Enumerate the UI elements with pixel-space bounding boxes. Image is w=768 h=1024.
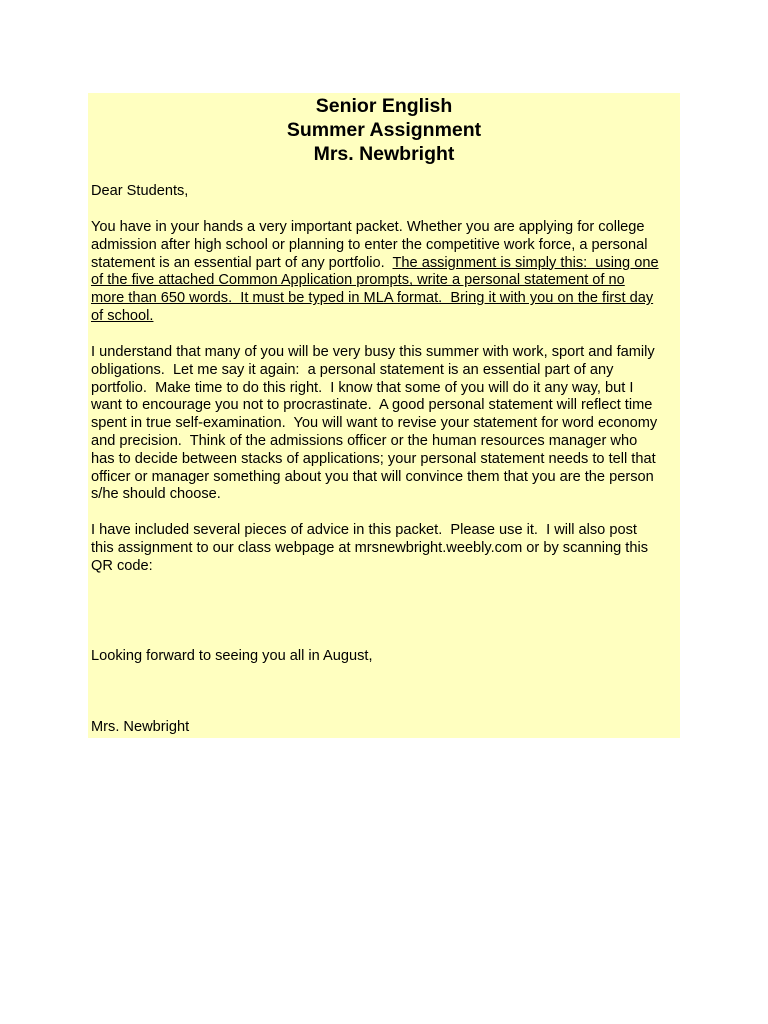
paragraph-line: officer or manager something about you that will convince them that you are the person — [91, 468, 654, 485]
assignment-instructions-end: of school. — [91, 307, 154, 324]
signature-text: Mrs. Newbright — [91, 719, 190, 735]
signature — [91, 719, 681, 737]
paragraph-intro — [91, 219, 681, 326]
paragraph-line: QR code: — [91, 557, 153, 574]
greeting-text: Dear Students, — [91, 183, 189, 199]
title-course: Senior English — [315, 95, 453, 117]
paragraph-line-plain: statement is an essential part of any portfolio. — [91, 254, 393, 271]
paragraph-line: want to encourage you not to procrastinate. A good personal statement will reflect time — [91, 397, 653, 414]
paragraph-line: I have included several pieces of advice in this packet. Please use it. I will also post — [91, 522, 637, 538]
paragraph-line: portfolio. Make time to do this right. I know that some of you will do it any way, but I — [91, 379, 634, 396]
greeting — [91, 183, 681, 201]
title-assignment: Summer Assignment — [286, 119, 482, 141]
letter-panel — [88, 93, 680, 738]
paragraph-line: I understand that many of you will be very busy this summer with work, sport and family — [91, 344, 655, 360]
assignment-instructions-line: of the five attached Common Application prompts, write a personal statement of no — [91, 272, 625, 289]
paragraph-line: s/he should choose. — [91, 486, 221, 503]
letter-title — [88, 94, 680, 166]
paragraph-line: spent in true self-examination. You will want to revise your statement for word economy — [91, 415, 658, 432]
assignment-instructions-start: The assignment is simply this: using one — [392, 254, 659, 271]
paragraph-advice — [91, 522, 681, 575]
paragraph-line: this assignment to our class webpage at mrsnewbright.weebly.com or by scanning this — [91, 539, 648, 556]
paragraph-line — [91, 255, 681, 273]
paragraph-line: admission after high school or planning to enter the competitive work force, a personal — [91, 236, 648, 253]
closing-text: Looking forward to seeing you all in August, — [91, 648, 373, 664]
paragraph-line: and precision. Think of the admissions officer or the human resources manager who — [91, 432, 638, 449]
paragraph-line: has to decide between stacks of applications; your personal statement needs to tell that — [91, 450, 656, 467]
title-teacher: Mrs. Newbright — [313, 143, 455, 165]
closing — [91, 648, 681, 666]
paragraph-busy-summer — [91, 344, 681, 504]
assignment-instructions-line: more than 650 words. It must be typed in MLA format. Bring it with you on the first day — [91, 290, 654, 307]
paragraph-line: You have in your hands a very important packet. Whether you are applying for college — [91, 219, 645, 235]
paragraph-line: obligations. Let me say it again: a personal statement is an essential part of any — [91, 361, 614, 378]
